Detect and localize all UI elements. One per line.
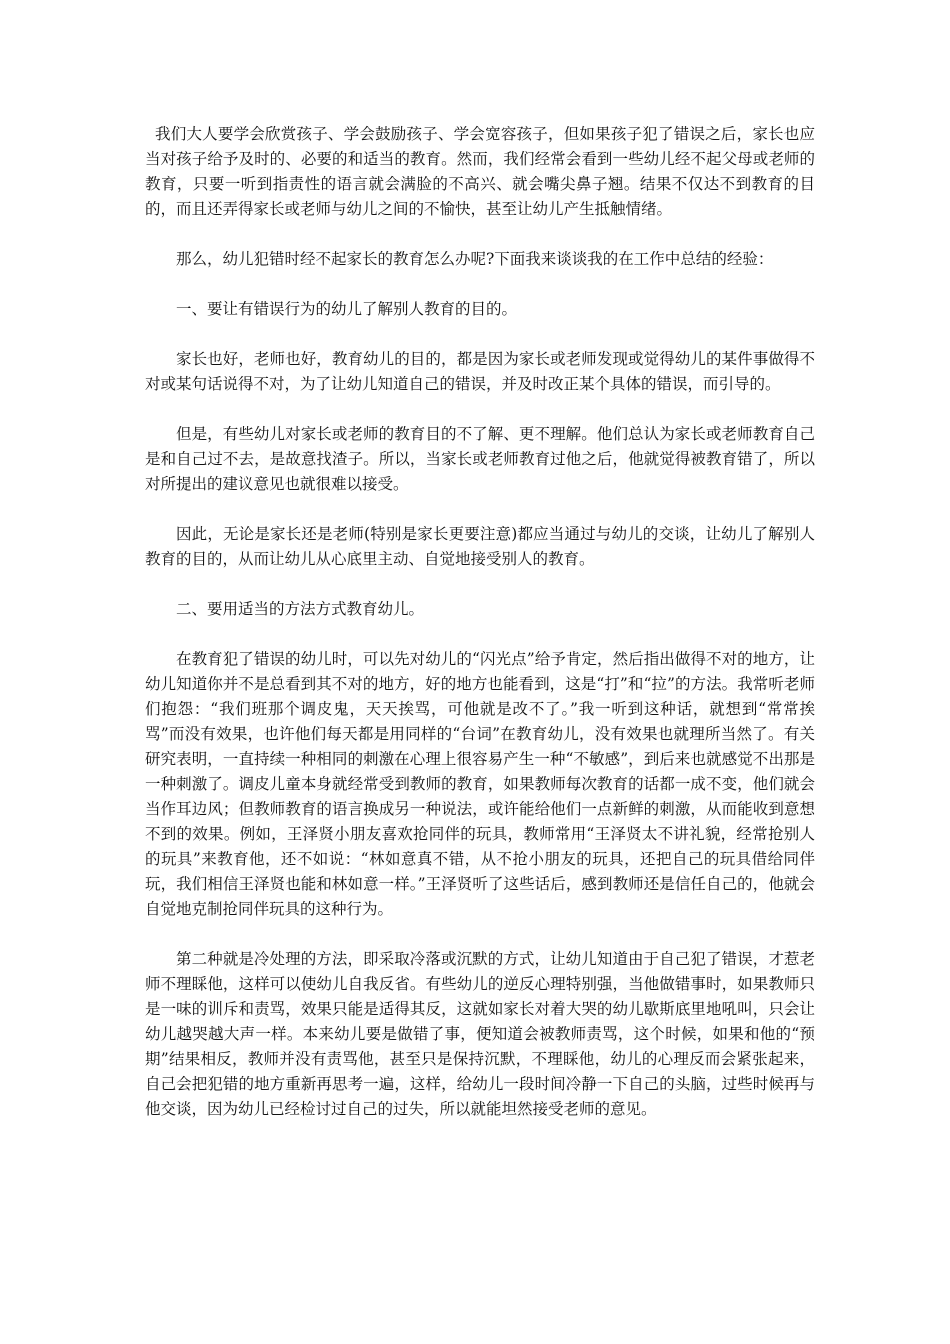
paragraph-method-praise: 在教育犯了错误的幼儿时，可以先对幼儿的“闪光点”给予肯定，然后指出做得不对的地方，让幼儿知道你并不是总看到其不对的地方，好的地方也能看到，这是“打”和“拉”的方法。我常听老师们抱怨：“我们班那个调皮鬼，天天挨骂，可他就是改不了。”我一听到这种话，就想到“常常挨骂”而没有效果，也许他们每天都是用同样的“台词”在教育幼儿，没有效果也就理所当然了。有关研究表明，一直持续一种相同的刺激在心理上很容易产生一种“不敏感”，到后来也就感觉不出那是一种刺激了。调皮儿童本身就经常受到教师的教育，如果教师每次教育的话都一成不变，他们就会当作耳边风；但教师教育的语言换成另一种说法，或许能给他们一点新鲜的刺激，从而能收到意想不到的效果。例如，王泽贤小朋友喜欢抢同伴的玩具，教师常用“王泽贤太不讲礼貌，经常抢别人的玩具”来教育他，还不如说：“林如意真不错，从不抢小朋友的玩具，还把自己的玩具借给同伴玩，我们相信王泽贤也能和林如意一样。”王泽贤听了这些话后，感到教师还是信任自己的，他就会自觉地克制抢同伴玩具的这种行为。 <box>145 650 815 918</box>
paragraph-method-cold: 第二种就是冷处理的方法，即采取冷落或沉默的方式，让幼儿知道由于自己犯了错误，才惹老师不理睬他，这样可以使幼儿自我反省。有些幼儿的逆反心理特别强，当他做错事时，如果教师只是一味的训斥和责骂，效果只能是适得其反，这就如家长对着大哭的幼儿歇斯底里地吼叫，只会让幼儿越哭越大声一样。本来幼儿要是做错了事，便知道会被教师责骂，这个时候，如果和他的“预期”结果相反，教师并没有责骂他，甚至只是保持沉默，不理睬他，幼儿的心理反而会紧张起来，自己会把犯错的地方重新再思考一遍，这样，给幼儿一段时间冷静一下自己的头脑，过些时候再与他交谈，因为幼儿已经检讨过自己的过失，所以就能坦然接受老师的意见。 <box>145 950 815 1118</box>
document-body <box>145 122 815 1147</box>
paragraph-purpose: 家长也好，老师也好，教育幼儿的目的，都是因为家长或老师发现或觉得幼儿的某件事做得不对或某句话说得不对，为了让幼儿知道自己的错误，并及时改正某个具体的错误，而引导的。 <box>145 350 815 393</box>
section-heading-1: 一、要让有错误行为的幼儿了解别人教育的目的。 <box>176 300 518 318</box>
section-heading-2: 二、要用适当的方法方式教育幼儿。 <box>176 600 425 618</box>
paragraph-question: 那么，幼儿犯错时经不起家长的教育怎么办呢?下面我来谈谈我的在工作中总结的经验： <box>176 250 774 268</box>
paragraph-intro: 我们大人要学会欣赏孩子、学会鼓励孩子、学会宽容孩子，但如果孩子犯了错误之后，家长也应当对孩子给予及时的、必要的和适当的教育。然而，我们经常会看到一些幼儿经不起父母或老师的教育，只要一听到指责性的语言就会满脸的不高兴、就会嘴尖鼻子翘。结果不仅达不到教育的目的，而且还弄得家长或老师与幼儿之间的不愉快，甚至让幼儿产生抵触情绪。 <box>145 125 815 218</box>
paragraph-communication: 因此，无论是家长还是老师(特别是家长更要注意)都应当通过与幼儿的交谈，让幼儿了解别人教育的目的，从而让幼儿从心底里主动、自觉地接受别人的教育。 <box>145 525 815 568</box>
paragraph-misunderstanding: 但是，有些幼儿对家长或老师的教育目的不了解、更不理解。他们总认为家长或老师教育自己是和自己过不去，是故意找渣子。所以，当家长或老师教育过他之后，他就觉得被教育错了，所以对所提出的建议意见也就很难以接受。 <box>145 425 815 493</box>
